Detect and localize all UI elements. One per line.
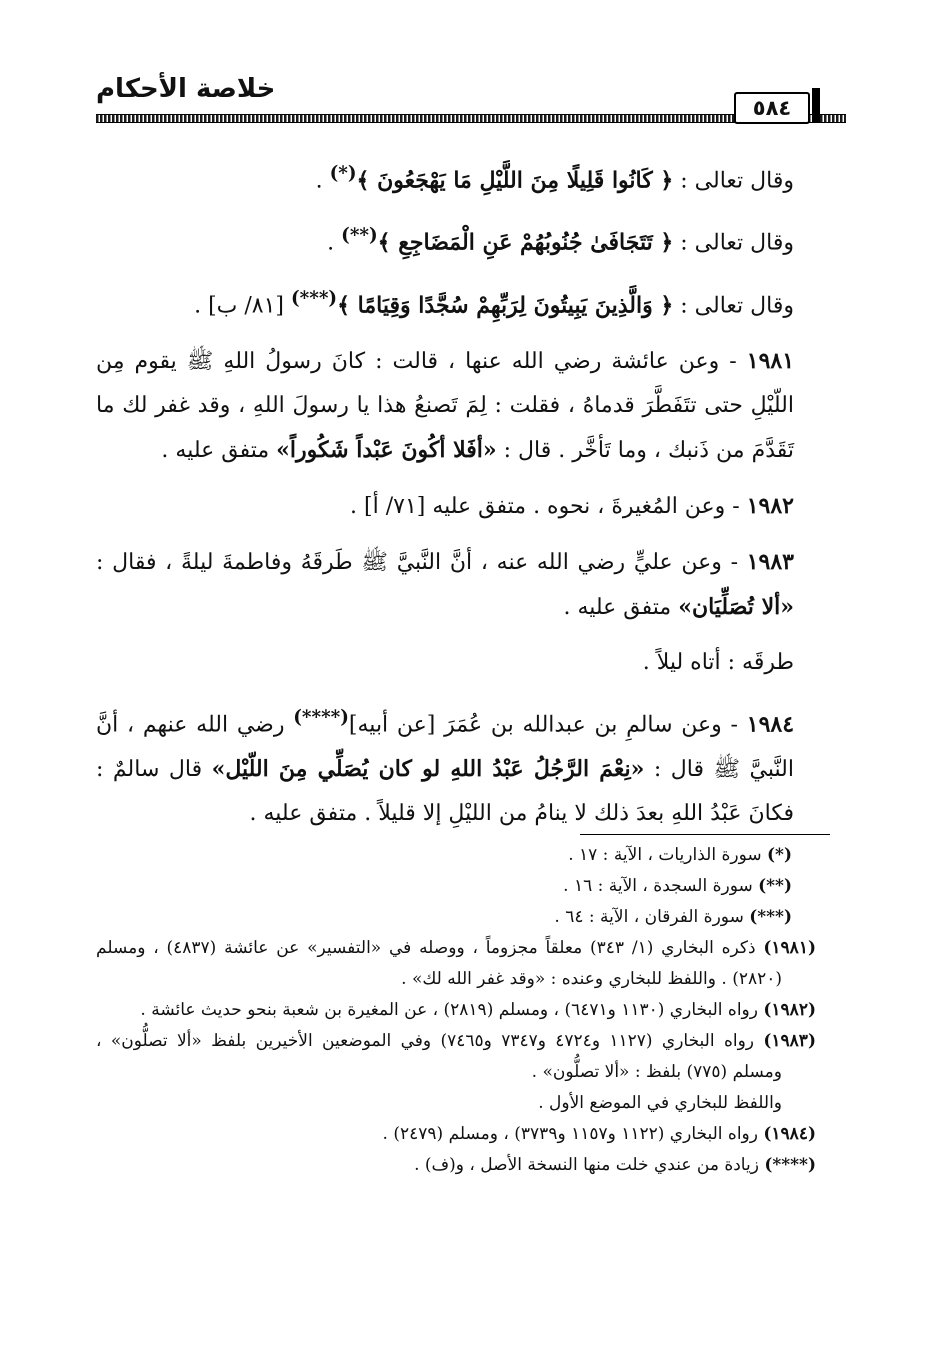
page-number-tab	[812, 88, 820, 122]
hadith-1982	[96, 484, 816, 529]
footnote	[96, 1026, 816, 1088]
footnote-marker: (****)	[293, 706, 349, 728]
footnote	[96, 1150, 816, 1181]
footnote-text: زيادة من عندي خلت منها النسخة الأصل ، و(ف) .	[414, 1155, 759, 1175]
hadith-number: ١٩٨٢	[746, 492, 794, 519]
footnote-marker: (١٩٨٣)	[763, 1031, 816, 1051]
hadith-text: - وعن المُغيرةَ ، نحوه . متفق عليه [٧١/ أ] .	[350, 493, 740, 519]
hadith-quote: «أفَلا أكُونَ عَبْداً شَكُوراً»	[276, 436, 497, 463]
hadith-quote: «ألا تُصَلِّيَان»	[678, 593, 794, 620]
footnote-text: ذكره البخاري (١/ ٣٤٣) معلقاً مجزوماً ، ووصله في «التفسير» عن عائشة (٤٨٣٧) ، ومسلم (٢٨٢٠) . واللفظ للبخاري وعنده : «وقد غفر الله لك» .	[96, 938, 782, 989]
footnote	[96, 840, 816, 871]
hadith-number: ١٩٨١	[746, 347, 795, 374]
footnote	[96, 871, 816, 902]
hadith-1984	[96, 696, 816, 836]
quran-verse: ﴿ كَانُوا قَلِيلًا مِنَ اللَّيْلِ مَا يَهْجَعُونَ ﴾	[356, 167, 674, 194]
footnote-text: سورة السجدة ، الآية : ١٦ .	[563, 876, 753, 896]
footnote-text: سورة الفرقان ، الآية : ٦٤ .	[554, 907, 744, 927]
hadith-1983	[96, 540, 816, 630]
hadith-text: - وعن عليٍّ رضي الله عنه ، أنَّ النَّبيَّ ﷺ طَرقَهُ وفاطمةَ ليلةً ، فقال :	[96, 549, 739, 575]
footnote-marker: (*)	[767, 845, 792, 865]
page-number: ٥٨٤	[734, 92, 810, 124]
footnote-marker: (****)	[764, 1155, 816, 1175]
footnote-text: رواه البخاري (١١٣٠ و٦٤٧١) ، ومسلم (٢٨١٩) ، عن المغيرة بن شعبة بنحو حديث عائشة .	[140, 1000, 758, 1020]
footnote-marker: (١٩٨١)	[763, 938, 816, 958]
hadith-number: ١٩٨٤	[746, 711, 795, 738]
footnote-marker: (١٩٨٢)	[763, 1000, 816, 1020]
verse-line	[96, 277, 816, 328]
footnote	[96, 902, 816, 933]
running-title: خلاصة الأحكام	[96, 74, 276, 104]
verse-tail: [٨١/ ب] .	[194, 292, 284, 318]
footnote-rule	[580, 834, 830, 835]
footnote-text: سورة الذاريات ، الآية : ١٧ .	[568, 845, 762, 865]
footnote-marker: (***)	[749, 907, 792, 927]
hadith-text: - وعن عائشة رضي الله عنها ، قالت : كانَ رسولُ اللهِ ﷺ يقوم مِن اللّيْلِ حتى تتَفَطَّرَ قدماهُ ، فقلت : لِمَ تَصنعُ هذا يا رسولَ اللهِ ، وقد غفر لك ما تَقَدَّمَ من ذَنبك ، وما تَأخَّر . قال :	[96, 348, 794, 463]
main-text	[96, 152, 816, 847]
verse-intro: وقال تعالى :	[680, 230, 794, 256]
footnote-text: رواه البخاري (١١٢٢ و١١٥٧ و٣٧٣٩) ، ومسلم (٢٤٧٩) .	[382, 1124, 758, 1144]
hadith-ending: قال سالمٌ : فكانَ عَبْدُ اللهِ بعدَ ذلك لا ينامُ من الليْلِ إلا قليلاً . متفق عليه .	[96, 757, 794, 827]
footnote-marker: (*)	[329, 163, 357, 184]
footnotes	[96, 840, 816, 1181]
hadith-ending: متفق عليه .	[161, 437, 270, 463]
footnote-marker: (**)	[758, 876, 792, 896]
hadith-number: ١٩٨٣	[746, 548, 794, 575]
page-header	[96, 66, 846, 124]
quran-verse: ﴿ وَالَّذِينَ يَبِيتُونَ لِرَبِّهِمْ سُجَّدًا وَقِيَامًا ﴾	[337, 291, 674, 318]
verse-tail: .	[315, 168, 323, 194]
gloss-line: طرقَه : أتاه ليلاً .	[642, 649, 794, 675]
footnote-text: رواه البخاري (١١٢٧ و٤٧٢٤ و٧٣٤٧ و٧٤٦٥) وفي الموضعين الأخيرين بلفظ «ألا تصلُّون» ، ومسلم (٧٧٥) بلفظ : «ألا تصلُّون» .	[96, 1031, 782, 1082]
verse-intro: وقال تعالى :	[680, 292, 794, 318]
verse-line	[96, 152, 816, 203]
hadith-1981	[96, 339, 816, 473]
hadith-text: رضي الله عنهم ، أنَّ النَّبيَّ ﷺ قال :	[96, 712, 794, 783]
quran-verse: ﴿ تَتَجَافَىٰ جُنُوبُهُمْ عَنِ الْمَضَاجِعِ ﴾	[377, 229, 674, 256]
footnote-marker: (**)	[341, 225, 378, 247]
verse-line	[96, 214, 816, 265]
footnote-marker: (***)	[291, 287, 338, 309]
footnote	[96, 995, 816, 1026]
footnote	[96, 933, 816, 995]
footnote-marker: (١٩٨٤)	[763, 1124, 816, 1144]
hadith-quote: «نِعْمَ الرَّجُلُ عَبْدُ اللهِ لو كان يُصَلِّي مِنَ اللّيْل»	[211, 756, 645, 783]
verse-tail: .	[327, 230, 335, 256]
hadith-text: - وعن سالمِ بن عبدالله بن عُمَرَ [عن أبيه]	[348, 712, 738, 738]
footnote	[96, 1119, 816, 1150]
verse-intro: وقال تعالى :	[680, 168, 794, 194]
hadith-ending: متفق عليه .	[563, 594, 672, 620]
footnote-continuation: واللفظ للبخاري في الموضع الأول .	[538, 1093, 782, 1113]
